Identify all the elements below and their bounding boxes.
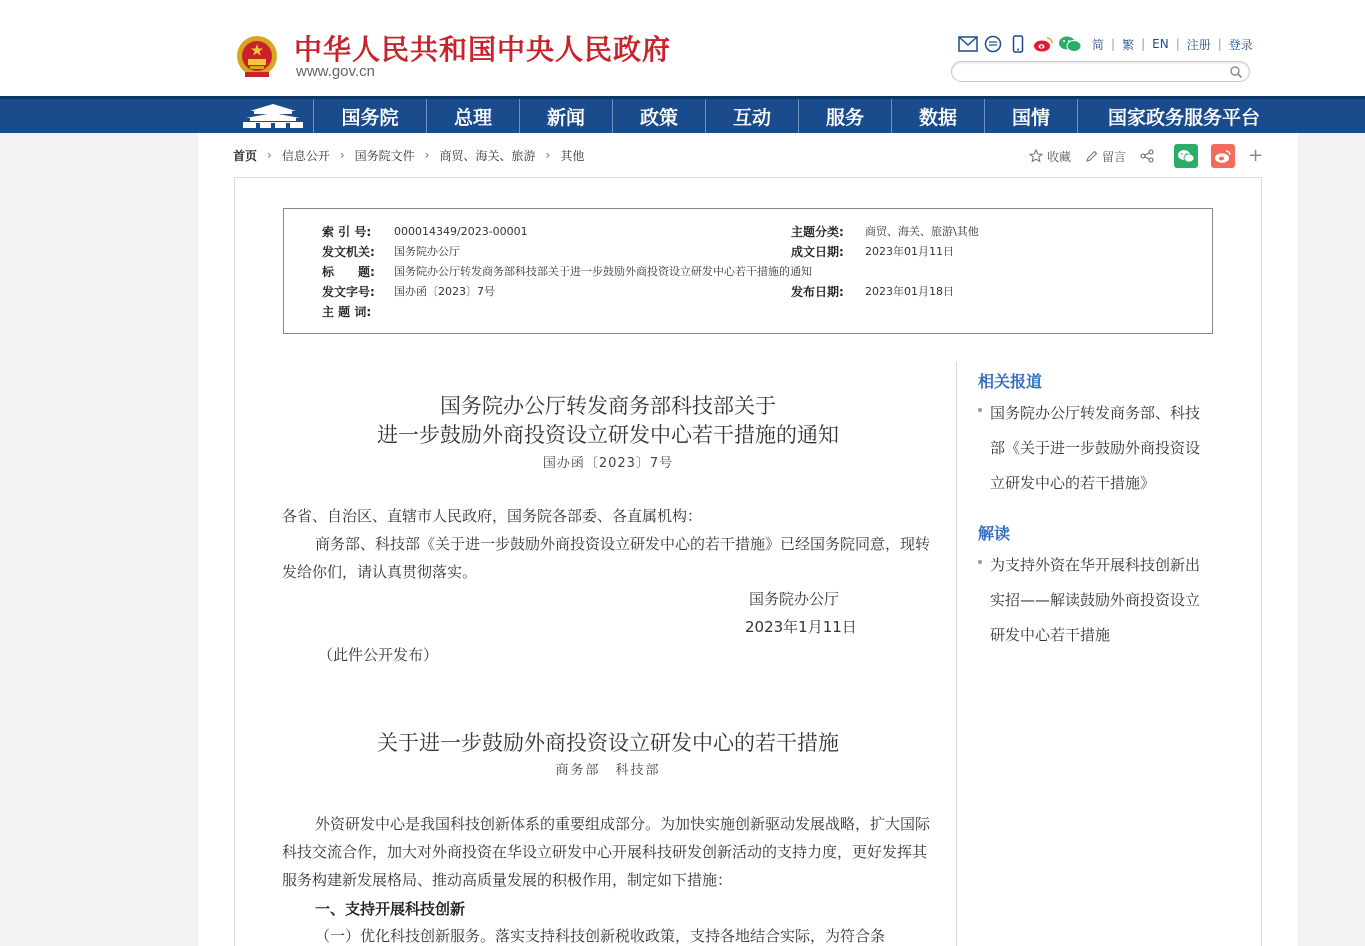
wechat-icon[interactable] <box>1058 34 1082 54</box>
info-label: 成文日期: <box>791 244 844 259</box>
separator: | <box>1141 37 1146 51</box>
lang-english-link[interactable]: EN <box>1152 37 1169 51</box>
header-tools <box>958 34 1253 54</box>
tiananmen-icon <box>242 103 304 129</box>
info-label: 发文机关: <box>322 244 375 259</box>
attachment-title: 关于进一步鼓励外商投资设立研发中心的若干措施 <box>377 731 839 755</box>
article-paragraph: 商务部、科技部《关于进一步鼓励外商投资设立研发中心的若干措施》已经国务院同意，现转发给你们，请认真贯彻落实。 <box>282 535 931 581</box>
weibo-share-button[interactable] <box>1211 144 1235 168</box>
info-row-docno <box>322 282 954 300</box>
more-share-button[interactable]: + <box>1248 145 1264 166</box>
breadcrumb-home[interactable]: 首页 <box>233 148 258 163</box>
lang-simplified-link[interactable]: 简 <box>1092 37 1105 52</box>
interpretation-link[interactable]: 为支持外资在华开展科技创新出实招——解读鼓励外商投资设立研发中心若干措施 <box>990 556 1201 644</box>
attachment-intro: 外资研发中心是我国科技创新体系的重要组成部分。为加快实施创新驱动发展战略，扩大国际科技交流合作，加大对外商投资在华设立研发中心开展科技研发创新活动的支持力度，更好发挥其服务构建新发展格局、推动高质量发展的积极作用，制定如下措施： <box>282 815 931 889</box>
bullet-icon <box>978 560 982 564</box>
nav-item-news[interactable]: 新闻 <box>520 99 613 133</box>
separator: | <box>1111 37 1116 51</box>
related-reports-heading: 相关报道 <box>978 372 1043 391</box>
attachment-authors: 商务部 科技部 <box>555 763 661 778</box>
site-title[interactable]: 中华人民共和国中央人民政府 <box>294 33 672 66</box>
info-cell <box>791 283 954 300</box>
nav-item-national-info[interactable]: 国情 <box>985 99 1078 133</box>
pencil-icon <box>1085 150 1098 163</box>
search-box <box>951 61 1250 82</box>
info-row-title <box>322 262 812 280</box>
mobile-icon[interactable] <box>1008 34 1028 54</box>
article-signer: 国务院办公厅 <box>749 590 840 608</box>
lang-traditional-link[interactable]: 繁 <box>1122 37 1135 52</box>
nav-list <box>314 99 1290 133</box>
search-icon[interactable] <box>1229 65 1243 79</box>
info-value: 000014349/2023-00001 <box>394 224 528 238</box>
share-toolbar <box>1029 144 1263 168</box>
chevron-right-icon: › <box>545 148 551 162</box>
chevron-right-icon: › <box>424 148 430 162</box>
info-cell <box>791 243 954 260</box>
info-value: 商贸、海关、旅游\其他 <box>865 225 979 238</box>
nav-item-data[interactable]: 数据 <box>892 99 985 133</box>
article-salutation: 各省、自治区、直辖市人民政府，国务院各部委、各直属机构： <box>282 507 703 525</box>
message-icon[interactable] <box>983 34 1003 54</box>
weibo-icon[interactable] <box>1033 34 1053 54</box>
national-emblem-icon[interactable] <box>233 34 281 82</box>
sidebar-divider <box>956 362 957 946</box>
article-title-line1: 国务院办公厅转发商务部科技部关于 <box>440 394 776 418</box>
comment-label: 留言 <box>1102 149 1127 164</box>
info-label: 发文字号: <box>322 284 375 299</box>
share-button[interactable] <box>1140 149 1158 163</box>
chevron-right-icon: › <box>339 148 345 162</box>
info-value: 国务院办公厅转发商务部科技部关于进一步鼓励外商投资设立研发中心若干措施的通知 <box>394 265 812 278</box>
info-label: 索 引 号: <box>322 224 372 239</box>
info-label: 标 题: <box>322 264 375 279</box>
info-label: 主题分类: <box>791 224 844 239</box>
chevron-right-icon: › <box>267 148 272 162</box>
article-publish-note: （此件公开发布） <box>318 646 439 664</box>
info-row-issuer <box>322 242 954 260</box>
main-nav <box>0 96 1365 133</box>
breadcrumb <box>233 146 584 164</box>
article-date: 2023年1月11日 <box>745 618 857 636</box>
info-value: 国务院办公厅 <box>394 245 460 258</box>
star-icon <box>1029 149 1043 163</box>
breadcrumb-other[interactable]: 其他 <box>560 148 585 163</box>
login-link[interactable]: 登录 <box>1228 37 1253 52</box>
breadcrumb-info-disclosure[interactable]: 信息公开 <box>281 148 330 163</box>
info-value: 国办函〔2023〕7号 <box>394 285 495 298</box>
nav-item-services[interactable]: 服务 <box>799 99 892 133</box>
nav-item-state-council[interactable]: 国务院 <box>314 99 427 133</box>
article-doc-number: 国办函〔2023〕7号 <box>542 456 674 471</box>
register-link[interactable]: 注册 <box>1186 37 1211 52</box>
info-label: 主 题 词: <box>322 304 372 319</box>
info-row-index <box>322 222 979 240</box>
info-value: 2023年01月11日 <box>865 245 954 258</box>
section-item: （一）优化科技创新服务。落实支持科技创新税收政策，支持各地结合实际，为符合条 <box>315 927 886 945</box>
article-title-line2: 进一步鼓励外商投资设立研发中心若干措施的通知 <box>377 423 839 447</box>
comment-button[interactable] <box>1085 148 1126 165</box>
nav-home-button[interactable] <box>233 99 314 133</box>
document-info-table <box>283 208 1213 334</box>
related-report-link[interactable]: 国务院办公厅转发商务部、科技部《关于进一步鼓励外商投资设立研发中心的若干措施》 <box>990 404 1201 492</box>
nav-item-premier[interactable]: 总理 <box>427 99 520 133</box>
wechat-icon <box>1177 149 1195 164</box>
nav-item-interaction[interactable]: 互动 <box>706 99 799 133</box>
weibo-icon <box>1214 149 1232 164</box>
info-cell <box>791 223 979 240</box>
breadcrumb-state-council-docs[interactable]: 国务院文件 <box>354 148 415 163</box>
site-domain: www.gov.cn <box>296 63 375 80</box>
nav-item-policy[interactable]: 政策 <box>613 99 706 133</box>
info-label: 发布日期: <box>791 284 844 299</box>
breadcrumb-trade-customs-tourism[interactable]: 商贸、海关、旅游 <box>439 148 536 163</box>
info-row-keywords <box>322 302 394 320</box>
separator: | <box>1175 37 1180 51</box>
wechat-share-button[interactable] <box>1174 144 1198 168</box>
share-icon <box>1140 149 1154 163</box>
interpretation-heading: 解读 <box>978 524 1011 543</box>
favorite-button[interactable] <box>1029 148 1071 165</box>
site-header <box>0 0 1365 96</box>
section-heading: 一、支持开展科技创新 <box>315 900 466 918</box>
nav-item-gov-service-platform[interactable]: 国家政务服务平台 <box>1107 106 1260 129</box>
bullet-icon <box>978 408 982 412</box>
search-input[interactable] <box>962 64 1222 80</box>
separator: | <box>1217 37 1222 51</box>
info-value: 2023年01月18日 <box>865 285 954 298</box>
favorite-label: 收藏 <box>1047 149 1072 164</box>
mail-icon[interactable] <box>958 34 978 54</box>
